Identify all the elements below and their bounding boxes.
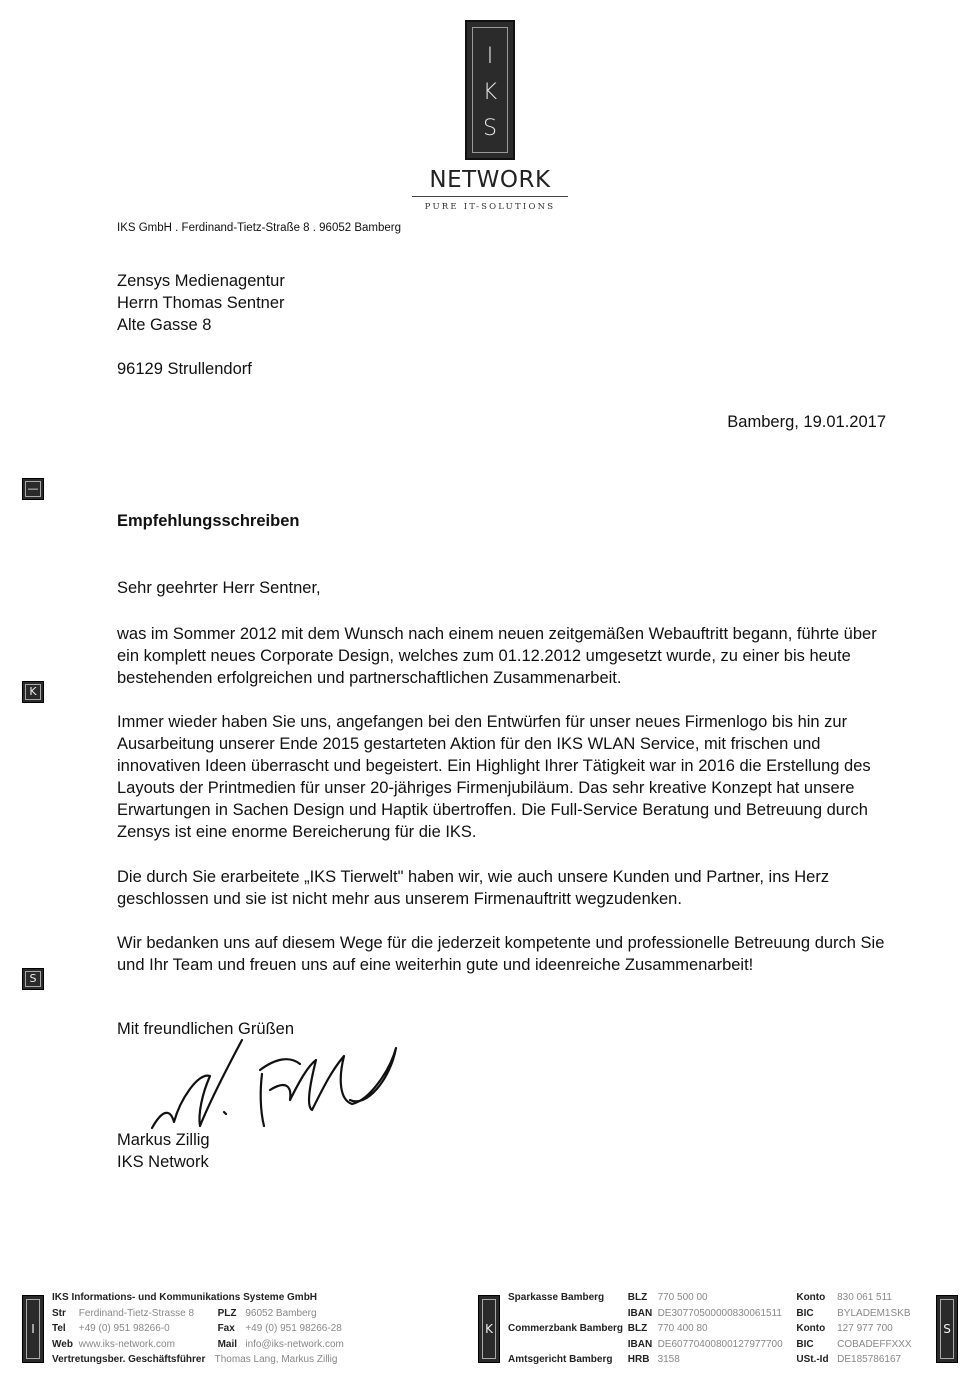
sender-address-line: IKS GmbH . Ferdinand-Tietz-Straße 8 . 96052 Bamberg [117, 222, 402, 234]
side-mark-i [22, 478, 44, 500]
logo-tagline: PURE IT-SOLUTIONS [424, 202, 556, 212]
footer-fax-label: Fax [217, 1323, 235, 1334]
footer-blz1-label: BLZ [627, 1292, 648, 1303]
footer-mark-glyph: I [31, 1322, 35, 1336]
footer-company-name: IKS Informations- und Kommunikations Systeme GmbH [52, 1292, 318, 1303]
salutation: Sehr geehrter Herr Sentner, [117, 579, 321, 597]
footer-court-name: Amtsgericht Bamberg [508, 1354, 613, 1365]
footer-mail-label: Mail [217, 1338, 238, 1350]
logo-letter-s: S [483, 116, 497, 141]
footer-bic1-label: BIC [796, 1307, 814, 1319]
signatory-company: IKS Network [117, 1153, 209, 1171]
footer-iban1-label: IBAN [627, 1307, 653, 1319]
footer-representative-value: Thomas Lang, Markus Zillig [214, 1354, 338, 1365]
footer-iban1-value: DE30770500000830061511 [657, 1307, 782, 1319]
footer-web-label: Web [52, 1338, 73, 1350]
company-logo-mark [465, 20, 515, 160]
side-mark-glyph: K [29, 685, 37, 698]
footer-street-value: Ferdinand-Tietz-Strasse 8 [78, 1307, 195, 1319]
footer-ust-label: USt.-Id [796, 1354, 829, 1365]
side-mark-glyph: — [27, 482, 39, 495]
footer-plz-label: PLZ [217, 1307, 237, 1319]
side-mark-glyph: S [29, 972, 37, 985]
logo-letter-k: K [482, 80, 498, 105]
footer-web-link[interactable]: www.iks-network.com [78, 1338, 175, 1350]
footer-bank-block [508, 1290, 912, 1368]
footer-bic1-value: BYLADEM1SKB [837, 1307, 911, 1319]
recipient-street: Alte Gasse 8 [117, 316, 212, 334]
body-paragraph-2: Immer wieder haben Sie uns, angefangen bei den Entwürfen für unser neues Firmenlogo bis hin zur Ausarbeitung unserer Ende 2015 gestarteten Aktion für den IKS WLAN Service, mit frischen und innovativen Ideen überrascht und begeistert. Ein Highlight Ihrer Tätigkeit war in 2016 die Erstellung des Layouts der Printmedien für unser 20-jähriges Firmenjubiläum. Das sehr kreative Konzept hat unsere Erwartungen in Sachen Design und Haptik übertroffen. Die Full-Service Beratung und Betreuung durch Zensys ist eine enorme Bereicherung für die IKS. [117, 713, 871, 841]
footer-mark-k [478, 1295, 500, 1363]
footer-iban2-value: DE60770400800127977700 [657, 1338, 783, 1350]
footer-tel-value: +49 (0) 951 98266-0 [78, 1323, 170, 1334]
footer-street-label: Str [52, 1307, 66, 1319]
footer-konto1-label: Konto [796, 1292, 826, 1303]
logo-wordmark: NETWORK [429, 167, 551, 193]
footer-konto2-label: Konto [796, 1323, 826, 1334]
footer-hrb-label: HRB [627, 1354, 650, 1365]
footer-bic2-label: BIC [796, 1338, 814, 1350]
side-mark-k [22, 681, 44, 703]
recipient-company: Zensys Medienagentur [117, 272, 285, 290]
footer-konto2-value: 127 977 700 [837, 1323, 893, 1334]
signatory-name: Markus Zillig [117, 1131, 210, 1149]
footer-ust-value: DE185786167 [837, 1354, 902, 1365]
letter-date: Bamberg, 19.01.2017 [727, 413, 886, 431]
recipient-city: 96129 Strullendorf [117, 360, 252, 378]
letter-subject: Empfehlungsschreiben [117, 512, 300, 530]
side-mark-s [22, 968, 44, 990]
recipient-person: Herrn Thomas Sentner [117, 294, 285, 312]
footer-mark-i [22, 1295, 44, 1363]
footer-konto1-value: 830 061 511 [837, 1292, 892, 1303]
footer-fax-value: +49 (0) 951 98266-28 [245, 1323, 342, 1334]
footer-mark-glyph: S [943, 1322, 951, 1336]
body-paragraph-1: was im Sommer 2012 mit dem Wunsch nach einem neuen zeitgemäßen Webauftritt begann, führte über ein komplett neues Corporate Design, welches zum 01.12.2012 umgesetzt wurde, zu einer bis heute bestehenden erfolgreichen und partnerschaftlichen Zusammenarbeit. [117, 625, 877, 687]
footer-blz2-label: BLZ [627, 1323, 648, 1334]
footer-iban2-label: IBAN [627, 1338, 653, 1350]
logo-letter-i: I [486, 44, 494, 69]
logo-divider [412, 196, 568, 197]
footer-mail-link[interactable]: info@iks-network.com [245, 1338, 344, 1350]
handwritten-signature [140, 1030, 410, 1140]
footer-blz1-value: 770 500 00 [657, 1292, 708, 1303]
footer-blz2-value: 770 400 80 [657, 1323, 708, 1334]
footer-mark-glyph: K [485, 1322, 493, 1336]
footer-bank1-name: Sparkasse Bamberg [508, 1292, 605, 1303]
footer-hrb-value: 3158 [657, 1354, 680, 1365]
body-paragraph-3: Die durch Sie erarbeitete „IKS Tierwelt" haben wir, wie auch unsere Kunden und Partner, ins Herz geschlossen und sie ist nicht mehr aus unserem Firmenauftritt wegzudenken. [117, 868, 830, 908]
body-paragraph-4: Wir bedanken uns auf diesem Wege für die jederzeit kompetente und professionelle Betreuung durch Sie und Ihr Team und freuen uns auf eine weiterhin gute und ideenreiche Zusammenarbeit! [117, 934, 885, 974]
closing-phrase: Mit freundlichen Grüßen [117, 1020, 294, 1038]
footer-tel-label: Tel [52, 1323, 66, 1334]
footer-representative-label: Vertretungsber. Geschäftsführer [52, 1354, 206, 1365]
footer-bic2-value: COBADEFFXXX [837, 1338, 912, 1350]
footer-mark-s [936, 1295, 958, 1363]
footer-bank2-name: Commerzbank Bamberg [508, 1323, 624, 1334]
footer-plz-value: 96052 Bamberg [245, 1307, 317, 1319]
footer-company-block [52, 1290, 344, 1368]
